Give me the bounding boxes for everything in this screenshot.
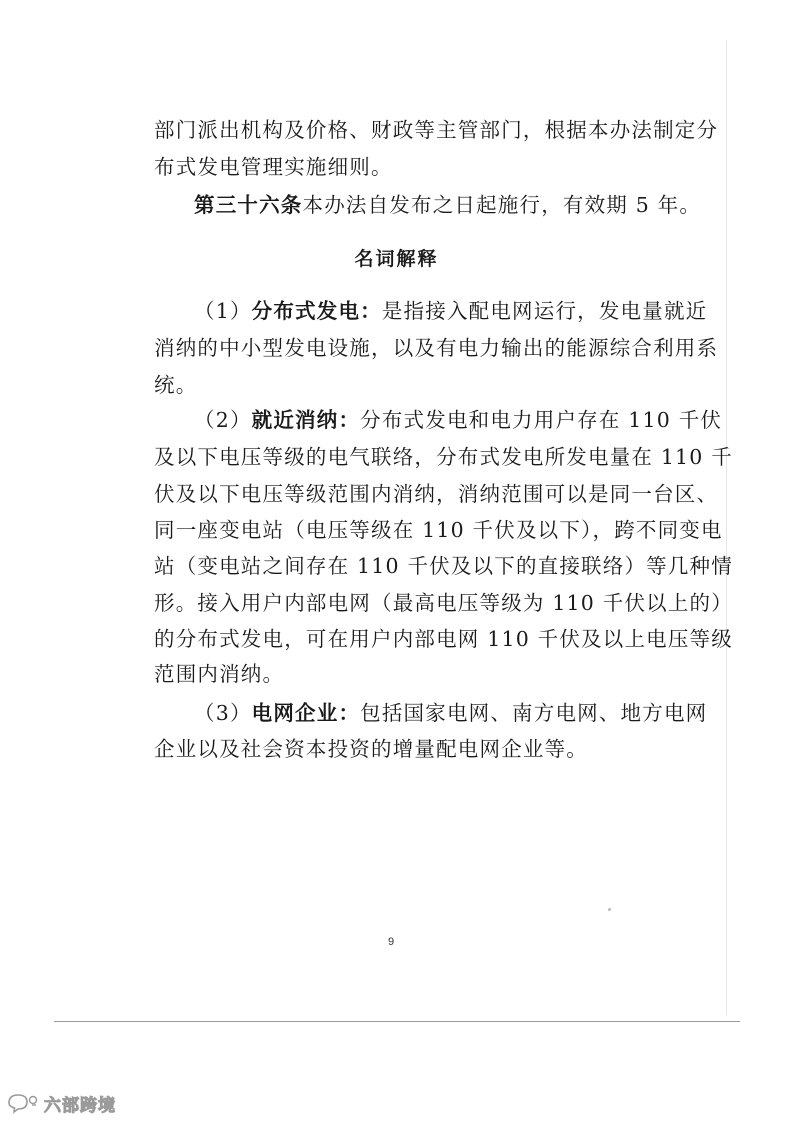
watermark bbox=[6, 1090, 116, 1116]
body-line: 的分布式发电，可在用户内部电网 110 千伏及以上电压等级 bbox=[154, 627, 733, 651]
term-title: 就近消纳： bbox=[251, 408, 361, 432]
page-bottom-rule bbox=[54, 1021, 740, 1022]
term-number: （3） bbox=[194, 701, 252, 725]
page-edge-shadow bbox=[726, 40, 727, 1015]
article-text: 本办法自发布之日起施行，有效期 5 年。 bbox=[302, 193, 702, 217]
body-line: 范围内消纳。 bbox=[154, 662, 285, 686]
body-line: 形。接入用户内部电网（最高电压等级为 110 千伏以上的） bbox=[154, 591, 733, 615]
scan-speck bbox=[608, 908, 611, 911]
section-heading: 名词解释 bbox=[354, 248, 439, 270]
term-title: 电网企业： bbox=[251, 701, 361, 725]
body-line: 企业以及社会资本投资的增量配电网企业等。 bbox=[154, 737, 588, 761]
article-36 bbox=[194, 191, 701, 219]
body-line: 伏及以下电压等级范围内消纳，消纳范围可以是同一台区、 bbox=[154, 482, 719, 506]
term-2-line bbox=[194, 406, 722, 434]
term-1-line bbox=[194, 297, 707, 325]
term-text: 是指接入配电网运行，发电量就近 bbox=[381, 299, 708, 323]
term-text: 包括国家电网、南方电网、地方电网 bbox=[360, 701, 708, 725]
body-line: 统。 bbox=[154, 373, 198, 397]
body-line: 消纳的中小型发电设施，以及有电力输出的能源综合利用系 bbox=[154, 336, 719, 360]
term-3-line bbox=[194, 699, 707, 727]
term-number: （2） bbox=[194, 408, 252, 432]
watermark-text: 六部跨境 bbox=[44, 1095, 116, 1116]
term-text: 分布式发电和电力用户存在 110 千伏 bbox=[360, 408, 723, 432]
page-number: 9 bbox=[387, 936, 395, 948]
body-line: 布式发电管理实施细则。 bbox=[154, 155, 393, 179]
body-line: 站（变电站之间存在 110 千伏及以下的直接联络）等几种情 bbox=[154, 554, 733, 578]
chat-bubble-logo-icon bbox=[6, 1092, 40, 1114]
term-number: （1） bbox=[194, 299, 252, 323]
body-line: 同一座变电站（电压等级在 110 千伏及以下），跨不同变电 bbox=[154, 518, 723, 542]
article-label: 第三十六条 bbox=[194, 193, 303, 217]
term-title: 分布式发电： bbox=[251, 299, 382, 323]
body-line: 及以下电压等级的电气联络，分布式发电所发电量在 110 千 bbox=[154, 445, 733, 469]
body-line: 部门派出机构及价格、财政等主管部门，根据本办法制定分 bbox=[154, 118, 719, 142]
